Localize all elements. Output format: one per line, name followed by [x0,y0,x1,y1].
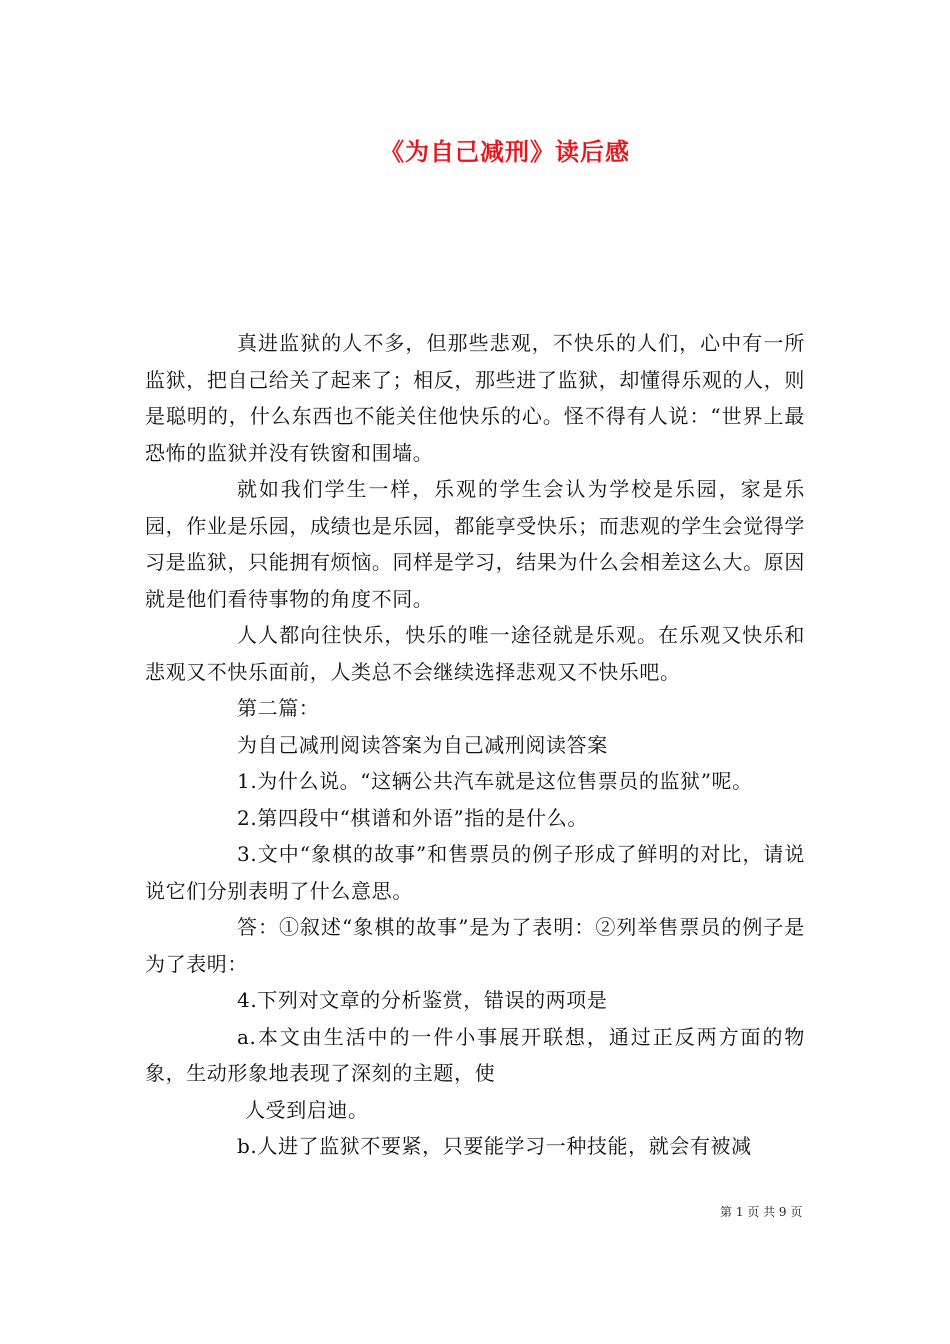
section-heading: 第二篇： [237,696,320,720]
paragraph: 真进监狱的人不多，但那些悲观，不快乐的人们，心中有一所监狱，把自己给关了起来了；相反，那些进了监狱，却懂得乐观的人，则是聪明的，什么东西也不能关住他快乐的心。怪不得有人说：“世界上最恐怖的监狱并没有铁窗和围墙。 [145,331,805,465]
paragraph: 人人都向往快乐，快乐的唯一途径就是乐观。在乐观又快乐和悲观又不快乐面前，人类总不会继续选择悲观又不快乐吧。 [145,623,805,684]
document-body [145,325,805,1165]
paragraph: 就如我们学生一样，乐观的学生会认为学校是乐园，家是乐园，作业是乐园，成绩也是乐园，都能享受快乐；而悲观的学生会觉得学习是监狱，只能拥有烦恼。同样是学习，结果为什么会相差这么大。原因就是他们看待事物的角度不同。 [145,477,805,611]
page-number: 第 1 页 共 9 页 [720,1205,803,1219]
option-item: b.人进了监狱不要紧，只要能学习一种技能，就会有被减 [237,1134,752,1158]
document-title: 《为自己减刑》读后感 [380,138,630,166]
option-item: a.本文由生活中的一件小事展开联想，通过正反两方面的物象，生动形象地表现了深刻的主题，使 [145,1024,805,1085]
question-item: 1.为什么说。“这辆公共汽车就是这位售票员的监狱”呢。 [237,769,753,793]
option-continuation: 人受到启迪。 [245,1097,369,1122]
question-item: 3.文中“象棋的故事”和售票员的例子形成了鲜明的对比，请说说它们分别表明了什么意思。 [145,842,805,903]
paragraph: 为自己减刑阅读答案为自己减刑阅读答案 [237,732,608,757]
question-item: 2.第四段中“棋谱和外语”指的是什么。 [237,805,588,830]
answer-item: 答：①叙述“象棋的故事”是为了表明：②列举售票员的例子是为了表明： [145,915,805,976]
question-item: 4.下列对文章的分析鉴赏，错误的两项是 [237,988,608,1012]
